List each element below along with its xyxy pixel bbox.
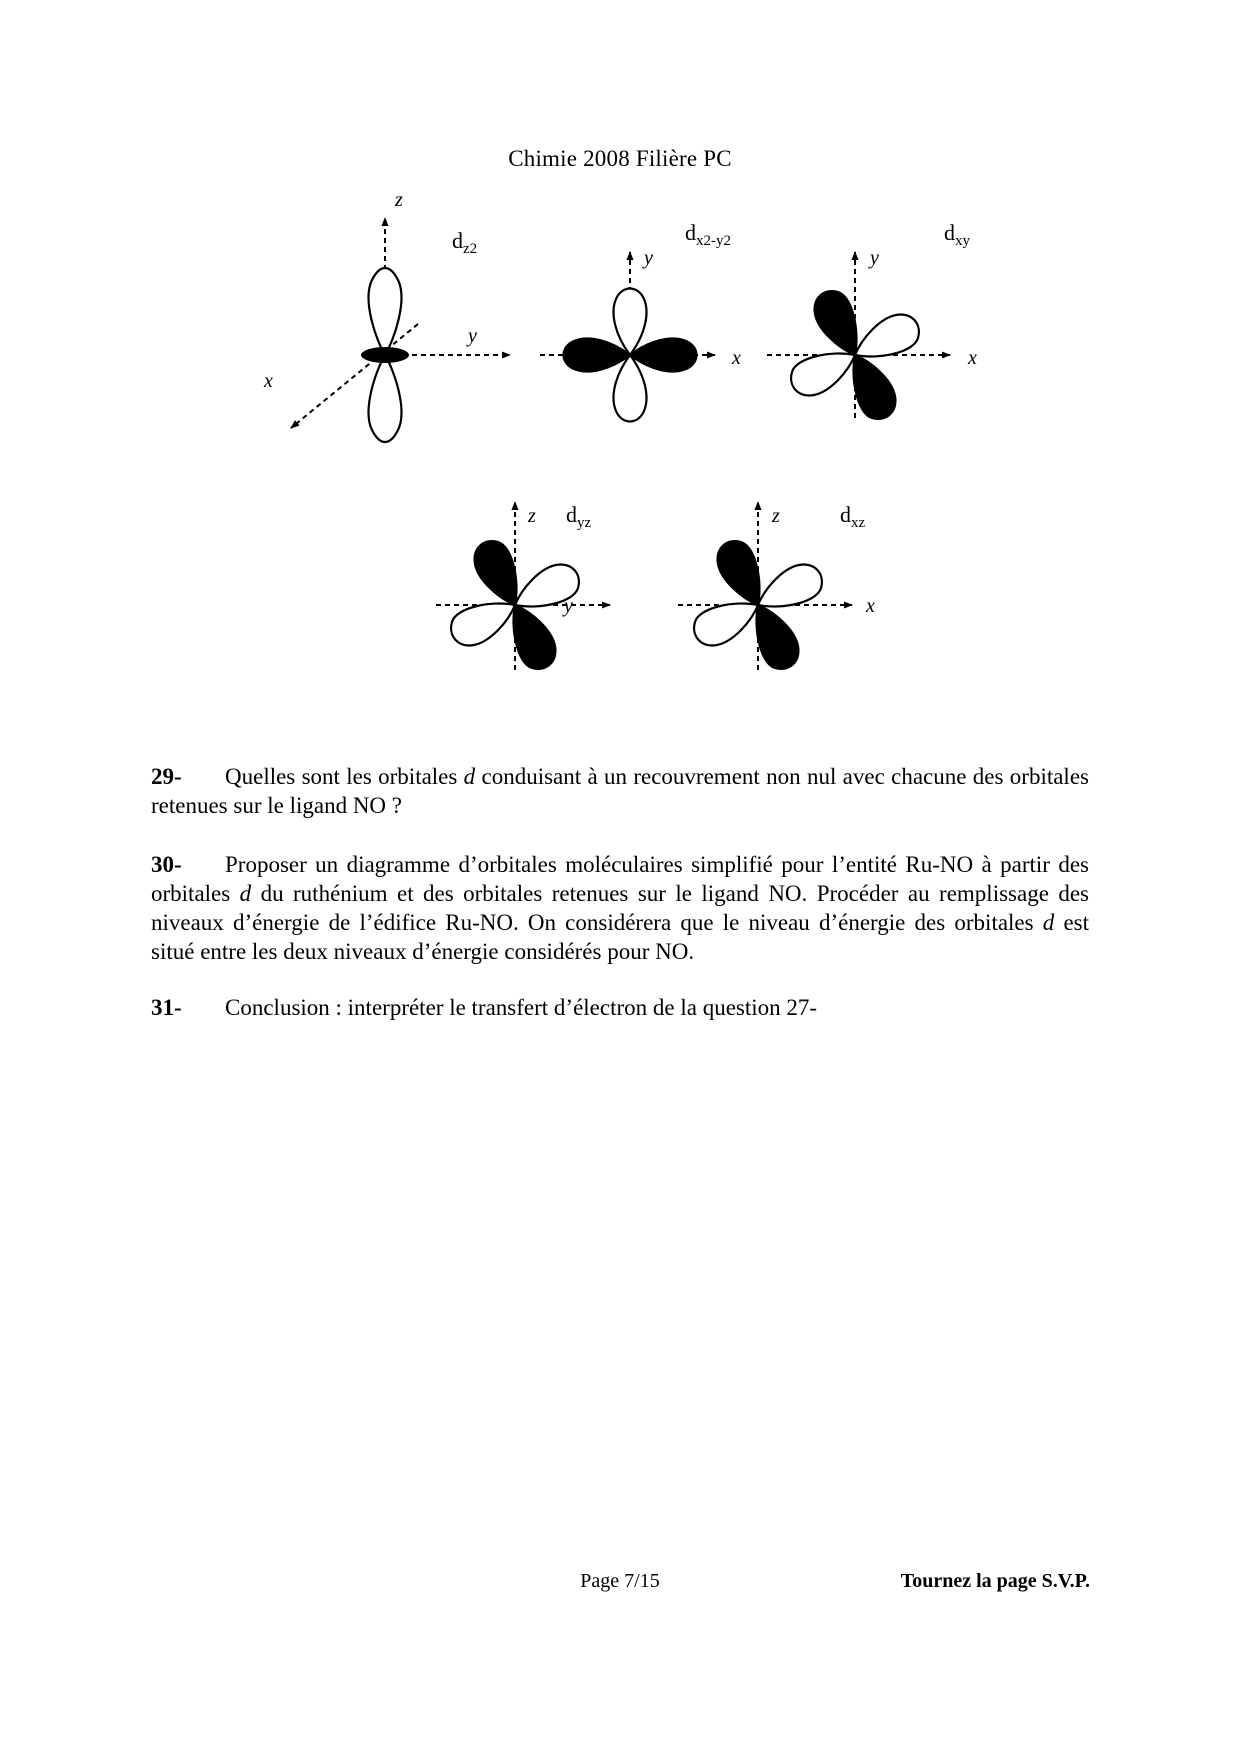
axis-label-y: y (564, 595, 573, 617)
axis-label-y: y (644, 247, 653, 269)
orbital-label-dxz: $d_{xz}$ (840, 502, 866, 531)
question-text: Quelles sont les orbitales (225, 764, 464, 789)
axis-label-x: x (968, 347, 977, 369)
question-text: Conclusion : interpréter le transfert d’électron de la question 27- (225, 995, 818, 1020)
question-text: du ruthénium et des orbitales retenues sur le ligand NO. Procéder au remplissage des niveaux d’énergie de l’édifice Ru-NO. On considérera que le niveau d’énergie des orbitales (151, 881, 1089, 935)
question-italic: d (239, 881, 252, 906)
axis-label-z: z (772, 505, 780, 527)
axis-label-y: y (870, 247, 879, 269)
orbital-label-dxy: $d_{xy}$ (944, 220, 970, 249)
question-italic: d (1042, 910, 1055, 935)
d-orbitals-figure (264, 189, 1020, 680)
orbital-dx2-y2 (540, 220, 741, 422)
orbital-label-dyz: $d_{yz}$ (566, 502, 592, 531)
axis-label-z: z (395, 189, 403, 211)
orbital-dyz (436, 502, 610, 670)
question-30 (151, 850, 1089, 966)
axis-label-x: x (732, 347, 741, 369)
question-italic: d (463, 764, 476, 789)
page-number: Page 7/15 (580, 1570, 660, 1592)
turn-page-note: Tournez la page S.V.P. (900, 1570, 1090, 1592)
page-header: Chimie 2008 Filière PC (508, 146, 732, 171)
question-number: 29- (151, 764, 182, 789)
question-text: conduisant à un recouvrement non nul avec chacune des orbitales retenues sur le ligand NO ? (151, 764, 1089, 818)
question-29 (151, 762, 1089, 820)
orbital-label-dx2-y2: $d_{x2-y2}$ (685, 220, 731, 249)
axis-label-x: x (264, 370, 273, 392)
question-number: 30- (151, 852, 182, 877)
orbital-label-dz2: $d_{z2}$ (452, 228, 478, 257)
orbital-dxz (678, 502, 875, 670)
axis-label-y: y (468, 325, 477, 347)
orbital-dxy (767, 220, 977, 419)
question-text: est situé entre les deux niveaux d’énergie considérés pour NO. (151, 910, 1089, 964)
question-number: 31- (151, 995, 182, 1020)
question-31 (151, 993, 1089, 1022)
axis-label-x: x (866, 595, 875, 617)
question-text: Proposer un diagramme d’orbitales moléculaires simplifié pour l’entité Ru-NO à partir des orbitales (151, 852, 1089, 906)
orbital-dz2 (263, 189, 510, 442)
axis-label-z: z (528, 505, 536, 527)
